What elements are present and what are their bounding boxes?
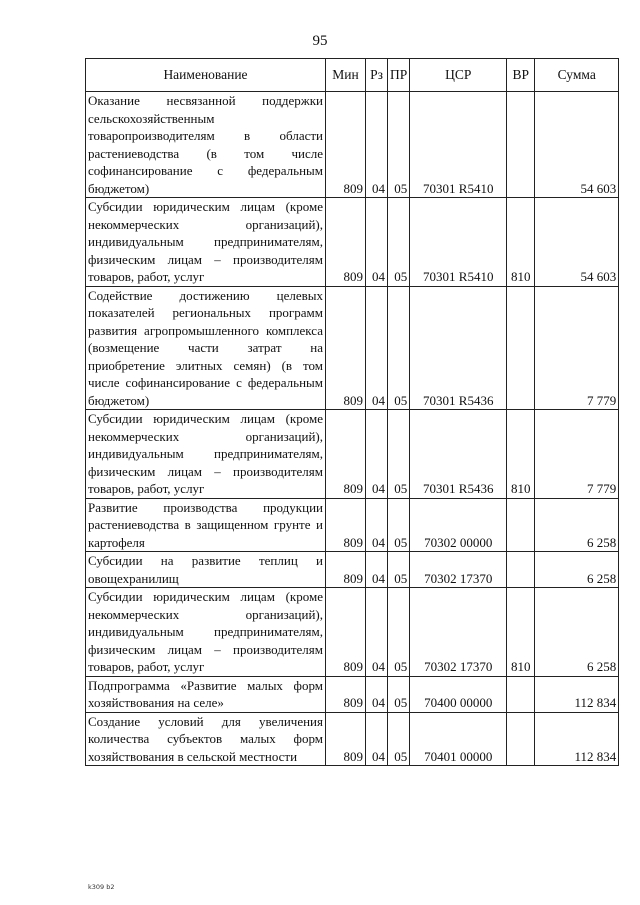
row-pr: 05 bbox=[388, 410, 410, 499]
table-row bbox=[86, 712, 619, 766]
row-rz: 04 bbox=[366, 676, 388, 712]
row-name: Подпрограмма «Развитие малых форм хозяйствования на селе» bbox=[86, 676, 326, 712]
table-row bbox=[86, 410, 619, 499]
row-pr: 05 bbox=[388, 676, 410, 712]
row-sum: 112 834 bbox=[535, 712, 619, 766]
row-name: Субсидии юридическим лицам (кроме некоммерческих организаций), индивидуальным предпринимателям, физическим лицам – производителям товаров, работ, услуг bbox=[86, 410, 326, 499]
row-csr: 70302 00000 bbox=[410, 498, 507, 552]
column-header-rz: Рз bbox=[366, 59, 388, 92]
row-rz: 04 bbox=[366, 410, 388, 499]
row-csr: 70301 R5436 bbox=[410, 286, 507, 410]
budget-table bbox=[85, 58, 619, 766]
table-row bbox=[86, 676, 619, 712]
row-name: Содействие достижению целевых показателей региональных программ развития агропромышленного комплекса (возмещение части затрат на приобретение элитных семян) (в том числе софинансирование с федеральным бюджетом) bbox=[86, 286, 326, 410]
page-number: 95 bbox=[312, 33, 328, 49]
row-rz: 04 bbox=[366, 588, 388, 677]
row-name: Создание условий для увеличения количества субъектов малых форм хозяйствования в сельской местности bbox=[86, 712, 326, 766]
row-name: Развитие производства продукции растениеводства в защищенном грунте и картофеля bbox=[86, 498, 326, 552]
row-vr: 810 bbox=[507, 198, 535, 287]
row-csr: 70302 17370 bbox=[410, 552, 507, 588]
row-min: 809 bbox=[326, 552, 366, 588]
row-min: 809 bbox=[326, 676, 366, 712]
footer-document-code: k309 b2 bbox=[88, 883, 115, 891]
row-vr bbox=[507, 676, 535, 712]
row-pr: 05 bbox=[388, 286, 410, 410]
row-sum: 6 258 bbox=[535, 552, 619, 588]
row-min: 809 bbox=[326, 588, 366, 677]
table-row bbox=[86, 588, 619, 677]
row-csr: 70301 R5410 bbox=[410, 92, 507, 198]
row-min: 809 bbox=[326, 286, 366, 410]
column-header-min: Мин bbox=[326, 59, 366, 92]
row-rz: 04 bbox=[366, 198, 388, 287]
row-min: 809 bbox=[326, 712, 366, 766]
row-sum: 6 258 bbox=[535, 588, 619, 677]
row-vr: 810 bbox=[507, 588, 535, 677]
column-header-csr: ЦСР bbox=[410, 59, 507, 92]
row-pr: 05 bbox=[388, 588, 410, 677]
table-row bbox=[86, 198, 619, 287]
column-header-pr: ПР bbox=[388, 59, 410, 92]
table-row bbox=[86, 286, 619, 410]
row-sum: 54 603 bbox=[535, 92, 619, 198]
table-row bbox=[86, 498, 619, 552]
column-header-sum: Сумма bbox=[535, 59, 619, 92]
row-name: Оказание несвязанной поддержки сельскохозяйственным товаропроизводителям в области растениеводства (в том числе софинансирование с федеральным бюджетом) bbox=[86, 92, 326, 198]
row-name: Субсидии юридическим лицам (кроме некоммерческих организаций), индивидуальным предпринимателям, физическим лицам – производителям товаров, работ, услуг bbox=[86, 588, 326, 677]
row-sum: 112 834 bbox=[535, 676, 619, 712]
row-sum: 54 603 bbox=[535, 198, 619, 287]
row-pr: 05 bbox=[388, 92, 410, 198]
row-pr: 05 bbox=[388, 552, 410, 588]
row-pr: 05 bbox=[388, 712, 410, 766]
row-vr bbox=[507, 552, 535, 588]
row-rz: 04 bbox=[366, 498, 388, 552]
row-csr: 70302 17370 bbox=[410, 588, 507, 677]
row-vr bbox=[507, 712, 535, 766]
column-header-name: Наименование bbox=[86, 59, 326, 92]
row-name: Субсидии юридическим лицам (кроме некоммерческих организаций), индивидуальным предпринимателям, физическим лицам – производителям товаров, работ, услуг bbox=[86, 198, 326, 287]
row-vr: 810 bbox=[507, 410, 535, 499]
row-vr bbox=[507, 92, 535, 198]
row-min: 809 bbox=[326, 198, 366, 287]
row-csr: 70301 R5436 bbox=[410, 410, 507, 499]
table-row bbox=[86, 552, 619, 588]
row-sum: 6 258 bbox=[535, 498, 619, 552]
row-name: Субсидии на развитие теплиц и овощехранилищ bbox=[86, 552, 326, 588]
row-pr: 05 bbox=[388, 198, 410, 287]
row-min: 809 bbox=[326, 92, 366, 198]
row-rz: 04 bbox=[366, 712, 388, 766]
row-csr: 70301 R5410 bbox=[410, 198, 507, 287]
row-vr bbox=[507, 498, 535, 552]
table-row bbox=[86, 92, 619, 198]
row-csr: 70401 00000 bbox=[410, 712, 507, 766]
row-rz: 04 bbox=[366, 286, 388, 410]
column-header-vr: ВР bbox=[507, 59, 535, 92]
row-vr bbox=[507, 286, 535, 410]
row-pr: 05 bbox=[388, 498, 410, 552]
row-rz: 04 bbox=[366, 552, 388, 588]
table-header-row bbox=[86, 59, 619, 92]
row-sum: 7 779 bbox=[535, 410, 619, 499]
row-sum: 7 779 bbox=[535, 286, 619, 410]
row-min: 809 bbox=[326, 410, 366, 499]
row-rz: 04 bbox=[366, 92, 388, 198]
row-min: 809 bbox=[326, 498, 366, 552]
row-csr: 70400 00000 bbox=[410, 676, 507, 712]
